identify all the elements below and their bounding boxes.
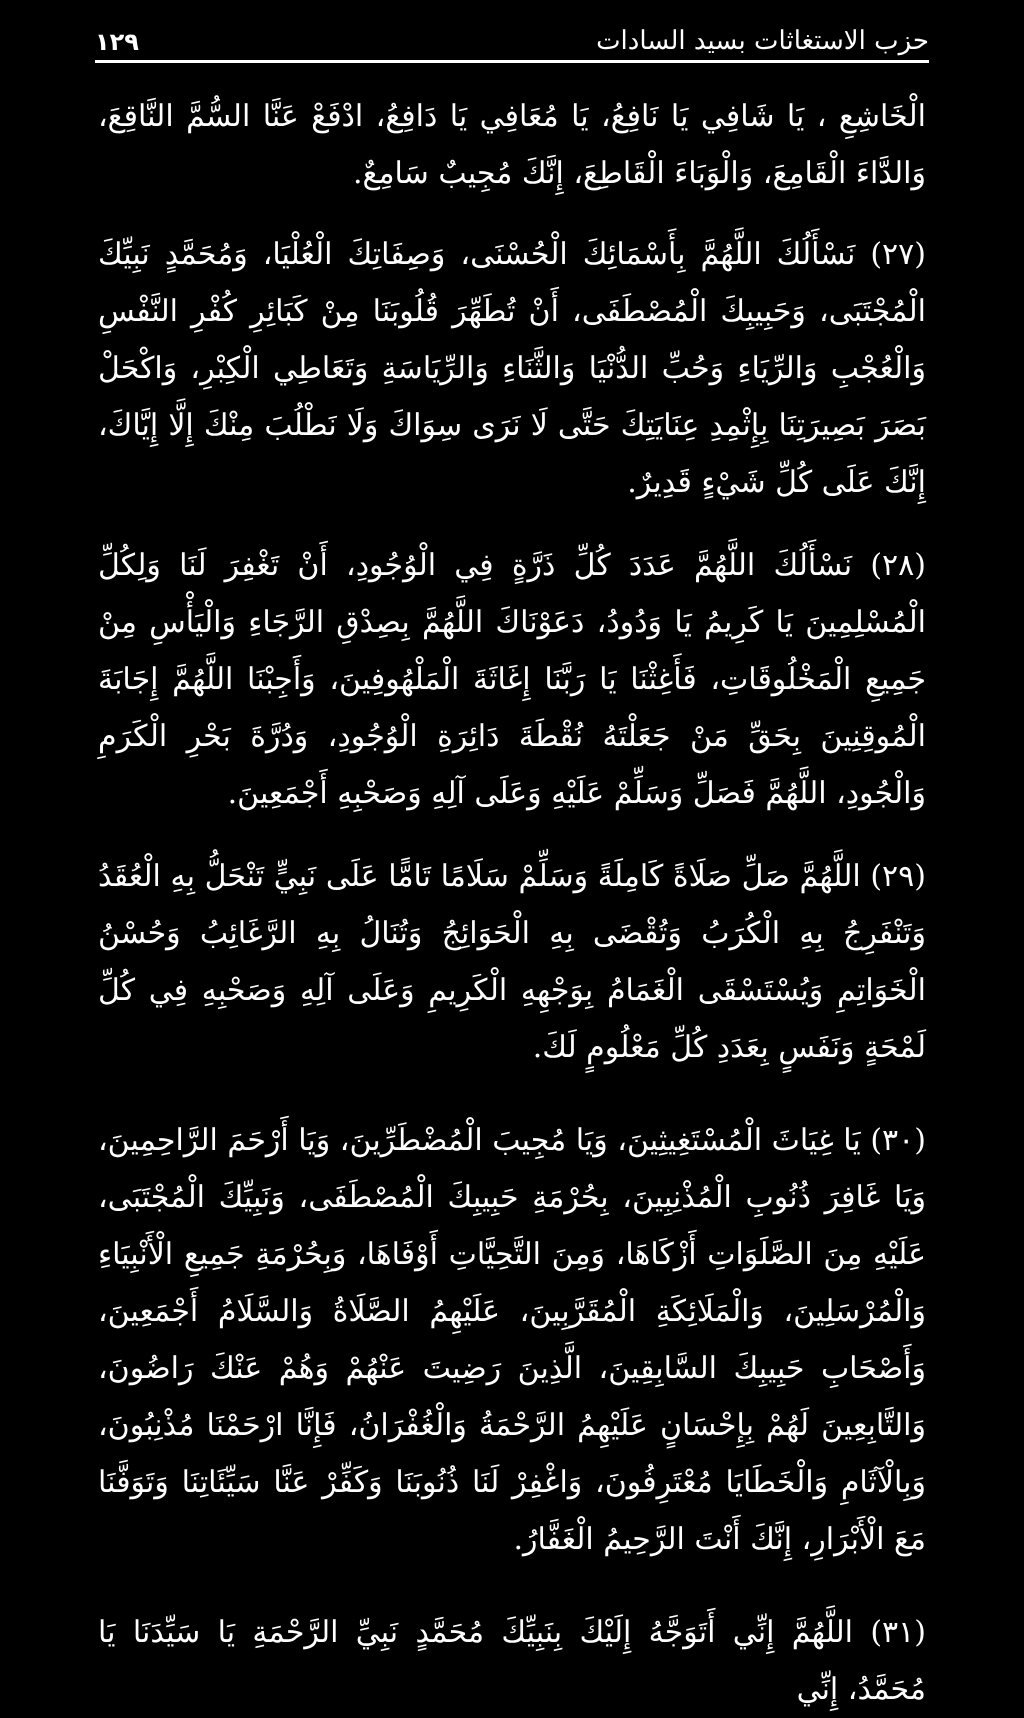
paragraph-27: (٢٧) نَسْأَلُكَ اللَّهُمَّ بِأَسْمَائِكَ الْحُسْنَى، وَصِفَاتِكَ الْعُلْيَا، وَمُحَمَّدٍ نَبِيِّكَ الْمُجْتَبَى، وَحَبِيبِكَ الْمُصْطَفَى، أَنْ تُطَهِّرَ قُلُوبَنَا مِنْ كَبَائِرِ كُفْرِ النَّفْسِ وَالْعُجْبِ وَالرِّيَاءِ وَحُبِّ الدُّنْيَا وَالثَّنَاءِ وَالرِّيَاسَةِ وَتَعَاطِي الْكِبْرِ، وَاكْحَلْ بَصَرَ بَصِيرَتِنَا بِإِثْمِدِ عِنَايَتِكَ حَتَّى لَا نَرَى سِوَاكَ وَلَا نَطْلُبَ مِنْكَ إِلَّا إِيَّاكَ، إِنَّكَ عَلَى كُلِّ شَيْءٍ قَدِيرٌ. — [98, 237, 926, 500]
paragraph-31: (٣١) اللَّهُمَّ إِنِّي أَتَوَجَّهُ إِلَيْكَ بِنَبِيِّكَ مُحَمَّدٍ نَبِيِّ الرَّحْمَةِ يَا سَيِّدَنَا يَا مُحَمَّدُ، إِنِّي — [98, 1615, 926, 1707]
paragraph-30: (٣٠) يَا غِيَاثَ الْمُسْتَغِيثِينَ، وَيَا مُجِيبَ الْمُضْطَرِّينَ، وَيَا أَرْحَمَ الرَّاحِمِينَ، وَيَا غَافِرَ ذُنُوبِ الْمُذْنِبِينَ، بِحُرْمَةِ حَبِيبِكَ الْمُصْطَفَى، وَنَبِيِّكَ الْمُجْتَبَى، عَلَيْهِ مِنَ الصَّلَوَاتِ أَزْكَاهَا، وَمِنَ التَّحِيَّاتِ أَوْفَاهَا، وَبِحُرْمَةِ جَمِيعِ الْأَنْبِيَاءِ وَالْمُرْسَلِينَ، وَالْمَلَائِكَةِ الْمُقَرَّبِينَ، عَلَيْهِمُ الصَّلَاةُ وَالسَّلَامُ أَجْمَعِينَ، وَأَصْحَابِ حَبِيبِكَ السَّابِقِينَ، الَّذِينَ رَضِيتَ عَنْهُمْ وَهُمْ عَنْكَ رَاضُونَ، وَالتَّابِعِينَ لَهُمْ بِإِحْسَانٍ عَلَيْهِمُ الرَّحْمَةُ وَالْغُفْرَانُ، فَإِنَّا ارْحَمْنَا مُذْنِبُونَ، وَبِالْآثَامِ وَالْخَطَايَا مُعْتَرِفُونَ، وَاغْفِرْ لَنَا ذُنُوبَنَا وَكَفِّرْ عَنَّا سَيِّئَاتِنَا وَتَوَفَّنَا مَعَ الْأَبْرَارِ، إِنَّكَ أَنْتَ الرَّحِيمُ الْغَفَّارُ. — [98, 1123, 926, 1557]
page-header — [95, 22, 929, 62]
paragraph-28: (٢٨) نَسْأَلُكَ اللَّهُمَّ عَدَدَ كُلِّ ذَرَّةٍ فِي الْوُجُودِ، أَنْ تَغْفِرَ لَنَا وَلِكُلِّ الْمُسْلِمِينَ يَا كَرِيمُ يَا وَدُودُ، دَعَوْنَاكَ اللَّهُمَّ بِصِدْقِ الرَّجَاءِ وَالْيَأْسِ مِنْ جَمِيعِ الْمَخْلُوقَاتِ، فَأَغِثْنَا يَا رَبَّنَا إِغَاثَةَ الْمَلْهُوفِينَ، وَأَجِبْنَا اللَّهُمَّ إِجَابَةَ الْمُوقِنِينَ بِحَقِّ مَنْ جَعَلْتَهُ نُقْطَةَ دَائِرَةِ الْوُجُودِ، وَدُرَّةَ بَحْرِ الْكَرَمِ وَالْجُودِ، اللَّهُمَّ فَصَلِّ وَسَلِّمْ عَلَيْهِ وَعَلَى آلِهِ وَصَحْبِهِ أَجْمَعِينَ. — [98, 548, 926, 811]
paragraph-29: (٢٩) اللَّهُمَّ صَلِّ صَلَاةً كَامِلَةً وَسَلِّمْ سَلَامًا تَامًّا عَلَى نَبِيٍّ تَنْحَلُّ بِهِ الْعُقَدُ وَتَنْفَرِجُ بِهِ الْكُرَبُ وَتُقْضَى بِهِ الْحَوَائِجُ وَتُنَالُ بِهِ الرَّغَائِبُ وَحُسْنُ الْخَوَاتِمِ وَيُسْتَسْقَى الْغَمَامُ بِوَجْهِهِ الْكَرِيمِ وَعَلَى آلِهِ وَصَحْبِهِ فِي كُلِّ لَمْحَةٍ وَنَفَسٍ بِعَدَدِ كُلِّ مَعْلُومٍ لَكَ. — [98, 859, 926, 1065]
running-title: حزب الاستغاثات بسيد السادات — [596, 26, 929, 56]
paragraph-continuation: الْخَاشِعِ ، يَا شَافِي يَا نَافِعُ، يَا مُعَافِي يَا دَافِعُ، ادْفَعْ عَنَّا السُّمَّ النَّاقِعَ، وَالدَّاءَ الْقَامِعَ، وَالْوَبَاءَ الْقَاطِعَ، إِنَّكَ مُجِيبٌ سَامِعٌ. — [98, 99, 926, 191]
header-divider — [95, 60, 929, 63]
page-number: ١٢٩ — [95, 28, 139, 56]
body-text — [98, 88, 926, 1718]
